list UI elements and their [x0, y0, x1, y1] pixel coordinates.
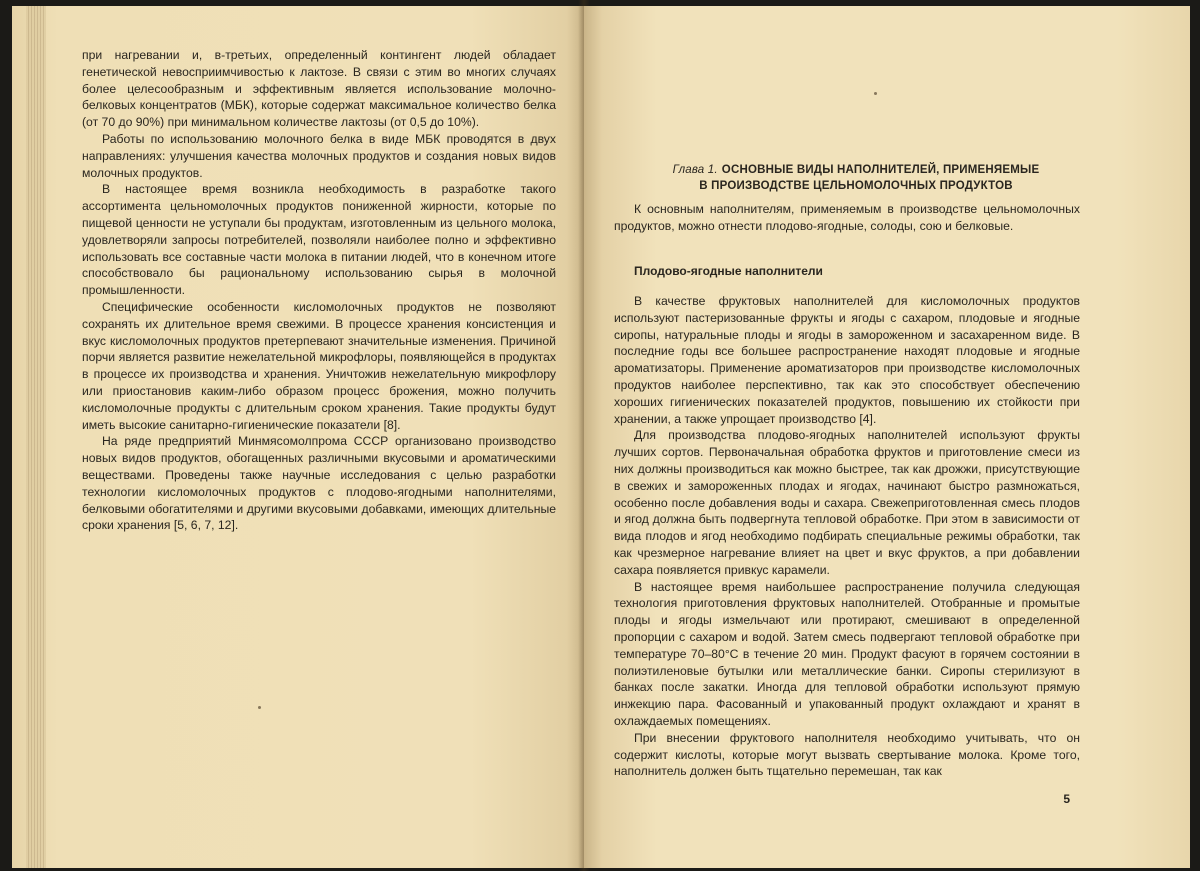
- chapter-intro: К основным наполнителям, применяемым в производстве цельномолочных продуктов, можно отнести плодово-ягодные, солоды, сою и белковые.: [614, 202, 1080, 233]
- left-page: [12, 6, 584, 868]
- chapter-heading: [636, 162, 1076, 194]
- left-paragraph-4: Специфические особенности кисломолочных продуктов не позволяют сохранять их длительное время свежими. В процессе хранения консистенция и вкус кисломолочных продуктов претерпевают значительные изменения. Причиной порчи является развитие нежелательной микрофлоры, появляющейся в продуктах в процессе их производства и хранения. Уничтожив нежелательную микрофлору или приостановив каким-либо образом процесс брожения, можно получить кисломолочные продукты с длительным сроком хранения. Такие продукты будут иметь высокие санитарно-гигиенические показатели [8].: [82, 299, 556, 432]
- right-page-text: [614, 293, 1080, 780]
- section-heading: Плодово-ягодные наполнители: [634, 264, 823, 278]
- paper-speck: [258, 706, 261, 709]
- paper-speck: [874, 92, 877, 95]
- right-paragraph-4: При внесении фруктового наполнителя необходимо учитывать, что он содержит кислоты, которые могут вызвать свертывание молока. Кроме того, наполнитель должен быть тщательно перемешан, так как: [614, 730, 1080, 779]
- left-paragraph-2: Работы по использованию молочного белка в виде МБК проводятся в двух направлениях: улучшения качества молочных продуктов и создания новых видов молочных продуктов.: [82, 131, 556, 180]
- chapter-title-line1: ОСНОВНЫЕ ВИДЫ НАПОЛНИТЕЛЕЙ, ПРИМЕНЯЕМЫЕ: [721, 164, 1040, 176]
- left-page-text: [82, 47, 556, 534]
- right-page: [584, 6, 1190, 868]
- left-paragraph-3: В настоящее время возникла необходимость в разработке такого ассортимента цельномолочных продуктов пониженной жирности, которые по пищевой ценности не уступали бы продуктам, изготовленным из цельного молока, удовлетворяли запросы потребителей, позволяли наиболее полно и эффективно использовать все составные части молока в питании людей, что в конечном итоге способствовало бы рациональному использованию сырья в молочной промышленности.: [82, 182, 556, 298]
- right-paragraph-1: В качестве фруктовых наполнителей для кисломолочных продуктов используют пастеризованные фрукты и ягоды с сахаром, плодовые и ягодные сиропы, натуральные плоды и ягоды в замороженном и засахаренном виде. В последние годы все большее распространение находят плодовые и ягодные ароматизаторы. Применение ароматизаторов при производстве кисломолочных продуктов наиболее перспективно, так как это способствует обеспечению хороших гигиенических показателей продуктов, повышению их стойкости при хранении, а также упрощает производство [4].: [614, 294, 1080, 426]
- chapter-intro-block: [614, 201, 1080, 235]
- left-paragraph-1: при нагревании и, в-третьих, определенный контингент людей обладает генетической невосприимчивостью к лактозе. В связи с этим во многих случаях более целесообразным и эффективным является использование молочно-белковых концентратов (МБК), которые содержат максимальное количество белка (от 70 до 90%) при минимальном количестве лактозы (от 0,5 до 10%).: [82, 48, 556, 130]
- left-paragraph-5: На ряде предприятий Минмясомолпрома СССР организовано производство новых видов продуктов, обогащенных различными вкусовыми и ароматическими веществами. Проведены также научные исследования с целью разработки технологии кисломолочных продуктов с плодово-ягодными наполнителями, белковыми обогатителями и другими вкусовыми добавками, имеющих длительные сроки хранения [5, 6, 7, 12].: [82, 434, 556, 533]
- page-number: 5: [1063, 792, 1070, 806]
- chapter-label: Глава 1.: [672, 164, 718, 176]
- right-paragraph-3: В настоящее время наибольшее распространение получила следующая технология приготовления фруктовых наполнителей. Отобранные и промытые плоды и ягоды измельчают или протирают, смешивают в определенной пропорции с сахаром и водой. Затем смесь подвергают тепловой обработке при температуре 70–80°С в течение 20 мин. Продукт фасуют в горячем состоянии в полиэтиленовые бутылки или металлические банки. Сиропы стерилизуют в банках после закатки. Иногда для тепловой обработки используют прямую инжекцию пара. Фасованный и упакованный продукт охлаждают и хранят в охлаждаемых помещениях.: [614, 579, 1080, 728]
- right-paragraph-2: Для производства плодово-ягодных наполнителей используют фрукты лучших сортов. Первоначальная обработка фруктов и приготовление смеси из них должны производиться как можно быстрее, так как дрожжи, присутствующие в свежих и замороженных плодах и ягодах, начинают быстро размножаться, особенно после добавления воды и сахара. Свежеприготовленная смесь плодов и ягод должна быть подвергнута тепловой обработке. При этом в зависимости от вида плодов и ягод необходимо подбирать специальные режимы обработки, так как чрезмерное нагревание влияет на цвет и вкус фруктов, а при добавлении сахара появляется привкус карамели.: [614, 428, 1080, 577]
- chapter-title-line2: В ПРОИЗВОДСТВЕ ЦЕЛЬНОМОЛОЧНЫХ ПРОДУКТОВ: [699, 180, 1013, 192]
- page-edge-lines: [26, 6, 46, 868]
